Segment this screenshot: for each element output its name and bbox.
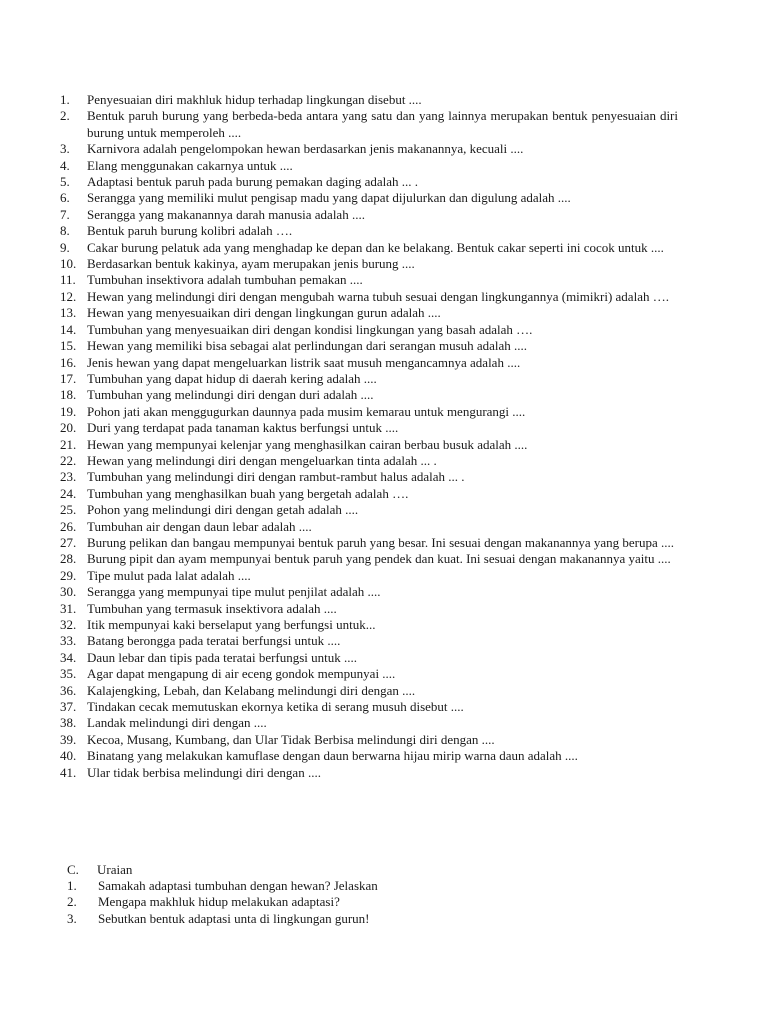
- question-number: 30.: [60, 584, 77, 600]
- question-number: 27.: [60, 534, 77, 550]
- question-text: Tumbuhan yang melindungi diri dengan rambut-rambut halus adalah ... .: [87, 469, 465, 485]
- section-c-heading: [67, 862, 132, 878]
- question-item: [60, 174, 678, 190]
- question-number: 9.: [60, 239, 70, 255]
- question-text: Samakah adaptasi tumbuhan dengan hewan? Jelaskan: [98, 878, 378, 893]
- question-text: Serangga yang mempunyai tipe mulut penjilat adalah ....: [87, 584, 381, 600]
- question-text: Hewan yang memiliki bisa sebagai alat perlindungan dari serangan musuh adalah ....: [87, 338, 528, 354]
- question-text: Kalajengking, Lebah, dan Kelabang melindungi diri dengan ....: [87, 682, 416, 698]
- question-item: [60, 617, 678, 633]
- question-item: [60, 453, 678, 469]
- question-item: [60, 601, 678, 617]
- question-number: 39.: [60, 731, 77, 747]
- essay-question-item: [67, 894, 667, 910]
- question-text: Tindakan cecak memutuskan ekornya ketika di serang musuh disebut ....: [87, 699, 464, 715]
- question-text: Serangga yang memiliki mulut pengisap madu yang dapat dijulurkan dan digulung adalah ....: [87, 190, 571, 206]
- question-item: [60, 732, 678, 748]
- essay-question-item: [67, 878, 667, 894]
- question-text: Berdasarkan bentuk kakinya, ayam merupakan jenis burung ....: [87, 256, 415, 272]
- question-number: 7.: [60, 206, 70, 222]
- essay-question-item: [67, 911, 667, 927]
- section-c-letter: C.: [67, 862, 79, 877]
- question-item: [60, 748, 678, 764]
- question-text: Pohon jati akan menggugurkan daunnya pada musim kemarau untuk mengurangi ....: [87, 403, 526, 419]
- question-number: 11.: [60, 272, 76, 288]
- question-item: [60, 92, 678, 108]
- question-number: 4.: [60, 157, 70, 173]
- question-text: Jenis hewan yang dapat mengeluarkan listrik saat musuh mengancamnya adalah ....: [87, 354, 521, 370]
- question-number: 6.: [60, 190, 70, 206]
- question-number: 22.: [60, 452, 77, 468]
- question-text: Tumbuhan yang menghasilkan buah yang bergetah adalah ….: [87, 485, 409, 501]
- question-item: [60, 387, 678, 403]
- question-number: 28.: [60, 551, 77, 567]
- question-text: Binatang yang melakukan kamuflase dengan daun berwarna hijau mirip warna daun adalah ....: [87, 748, 578, 764]
- question-number: 32.: [60, 617, 77, 632]
- question-item: [60, 289, 678, 305]
- question-text: Batang berongga pada teratai berfungsi untuk ....: [87, 633, 341, 649]
- question-item: [60, 404, 678, 420]
- question-text: Tumbuhan yang menyesuaikan diri dengan kondisi lingkungan yang basah adalah ….: [87, 321, 533, 337]
- question-number: 31.: [60, 600, 77, 616]
- question-item: [60, 420, 678, 436]
- question-item: [60, 338, 678, 354]
- question-text: Tumbuhan yang termasuk insektivora adalah ....: [87, 600, 337, 616]
- question-text: Serangga yang makanannya darah manusia adalah ....: [87, 206, 365, 222]
- question-text: Karnivora adalah pengelompokan hewan berdasarkan jenis makanannya, kecuali ....: [87, 141, 524, 157]
- question-item: [60, 568, 678, 584]
- question-item: [60, 469, 678, 485]
- question-item: [60, 355, 678, 371]
- question-item: [60, 371, 678, 387]
- question-number: 5.: [60, 174, 70, 190]
- question-text: Agar dapat mengapung di air eceng gondok mempunyai ....: [87, 666, 396, 682]
- question-number: 21.: [60, 436, 77, 452]
- question-number: 10.: [60, 256, 77, 272]
- question-number: 29.: [60, 567, 77, 583]
- question-number: 33.: [60, 633, 77, 649]
- question-number: 17.: [60, 370, 77, 386]
- question-number: 19.: [60, 403, 77, 419]
- question-text: Tipe mulut pada lalat adalah ....: [87, 567, 251, 583]
- question-text: Adaptasi bentuk paruh pada burung pemakan daging adalah ... .: [87, 174, 419, 190]
- question-item: [60, 502, 678, 518]
- question-number: 16.: [60, 354, 77, 370]
- question-item: [60, 699, 678, 715]
- question-text: Bentuk paruh burung kolibri adalah ….: [87, 223, 293, 239]
- question-text: Duri yang terdapat pada tanaman kaktus berfungsi untuk ....: [87, 420, 399, 436]
- question-item: [60, 141, 678, 157]
- question-item: [60, 207, 678, 223]
- question-item: [60, 535, 678, 551]
- question-number: 23.: [60, 469, 77, 485]
- question-number: 14.: [60, 321, 77, 337]
- question-text: Mengapa makhluk hidup melakukan adaptasi?: [98, 894, 340, 910]
- question-item: [60, 305, 678, 321]
- question-text: Bentuk paruh burung yang berbeda-beda antara yang satu dan yang lainnya merupakan bentuk penyesuaian diri burung untuk memperoleh ....: [87, 108, 678, 140]
- question-number: 34.: [60, 649, 77, 665]
- question-item: [60, 765, 678, 781]
- question-item: [60, 322, 678, 338]
- question-text: Tumbuhan yang dapat hidup di daerah kering adalah ....: [87, 370, 377, 386]
- question-item: [60, 683, 678, 699]
- question-text: Pohon yang melindungi diri dengan getah adalah ....: [87, 502, 359, 518]
- question-item: [60, 486, 678, 502]
- question-number: 36.: [60, 682, 77, 698]
- section-c-title: Uraian: [97, 862, 133, 877]
- question-text: Burung pipit dan ayam mempunyai bentuk paruh yang pendek dan kuat. Ini sesuai dengan makanannya yaitu ....: [87, 551, 671, 567]
- question-item: [60, 551, 678, 567]
- question-number: 2.: [67, 894, 77, 910]
- question-list: [60, 92, 678, 781]
- question-number: 3.: [67, 910, 77, 926]
- question-number: 13.: [60, 305, 77, 321]
- question-item: [60, 666, 678, 682]
- question-text: Daun lebar dan tipis pada teratai berfungsi untuk ....: [87, 649, 358, 665]
- question-text: Hewan yang melindungi diri dengan mengeluarkan tinta adalah ... .: [87, 452, 437, 468]
- question-text: Sebutkan bentuk adaptasi unta di lingkungan gurun!: [98, 910, 370, 926]
- question-item: [60, 715, 678, 731]
- question-item: [60, 584, 678, 600]
- question-number: 37.: [60, 699, 77, 715]
- question-number: 38.: [60, 715, 77, 731]
- question-text: Hewan yang mempunyai kelenjar yang menghasilkan cairan berbau busuk adalah ....: [87, 436, 528, 452]
- question-text: Tumbuhan insektivora adalah tumbuhan pemakan ....: [87, 272, 363, 288]
- question-item: [60, 650, 678, 666]
- question-number: 1.: [67, 878, 77, 893]
- question-number: 2.: [60, 108, 70, 124]
- question-text: Hewan yang melindungi diri dengan mengubah warna tubuh sesuai dengan lingkungannya (mimikri) adalah ….: [87, 288, 669, 304]
- question-text: Elang menggunakan cakarnya untuk ....: [87, 157, 293, 173]
- question-number: 25.: [60, 502, 77, 518]
- question-number: 1.: [60, 92, 70, 107]
- question-text: Cakar burung pelatuk ada yang menghadap ke depan dan ke belakang. Bentuk cakar seperti ini cocok untuk ....: [87, 239, 664, 255]
- question-text: Tumbuhan air dengan daun lebar adalah ....: [87, 518, 312, 534]
- question-item: [60, 272, 678, 288]
- question-item: [60, 158, 678, 174]
- question-item: [60, 108, 678, 141]
- question-item: [60, 190, 678, 206]
- question-item: [60, 437, 678, 453]
- question-text: Penyesuaian diri makhluk hidup terhadap lingkungan disebut ....: [87, 92, 422, 107]
- question-number: 12.: [60, 288, 77, 304]
- question-number: 18.: [60, 387, 77, 403]
- question-text: Hewan yang menyesuaikan diri dengan lingkungan gurun adalah ....: [87, 305, 441, 321]
- essay-question-list: [67, 878, 667, 927]
- question-number: 40.: [60, 748, 77, 764]
- question-number: 24.: [60, 485, 77, 501]
- question-number: 8.: [60, 223, 70, 239]
- question-item: [60, 223, 678, 239]
- question-number: 35.: [60, 666, 77, 682]
- question-text: Burung pelikan dan bangau mempunyai bentuk paruh yang besar. Ini sesuai dengan makanannya yang berupa ....: [87, 534, 674, 550]
- question-text: Itik mempunyai kaki berselaput yang berfungsi untuk...: [87, 617, 376, 632]
- question-text: Kecoa, Musang, Kumbang, dan Ular Tidak Berbisa melindungi diri dengan ....: [87, 731, 495, 747]
- question-item: [60, 256, 678, 272]
- question-item: [60, 519, 678, 535]
- question-item: [60, 240, 678, 256]
- question-text: Tumbuhan yang melindungi diri dengan duri adalah ....: [87, 387, 374, 403]
- question-number: 15.: [60, 338, 77, 354]
- question-number: 26.: [60, 518, 77, 534]
- question-item: [60, 633, 678, 649]
- question-text: Ular tidak berbisa melindungi diri dengan ....: [87, 764, 321, 780]
- question-number: 3.: [60, 141, 70, 157]
- question-number: 20.: [60, 420, 77, 436]
- question-number: 41.: [60, 764, 77, 780]
- question-text: Landak melindungi diri dengan ....: [87, 715, 267, 731]
